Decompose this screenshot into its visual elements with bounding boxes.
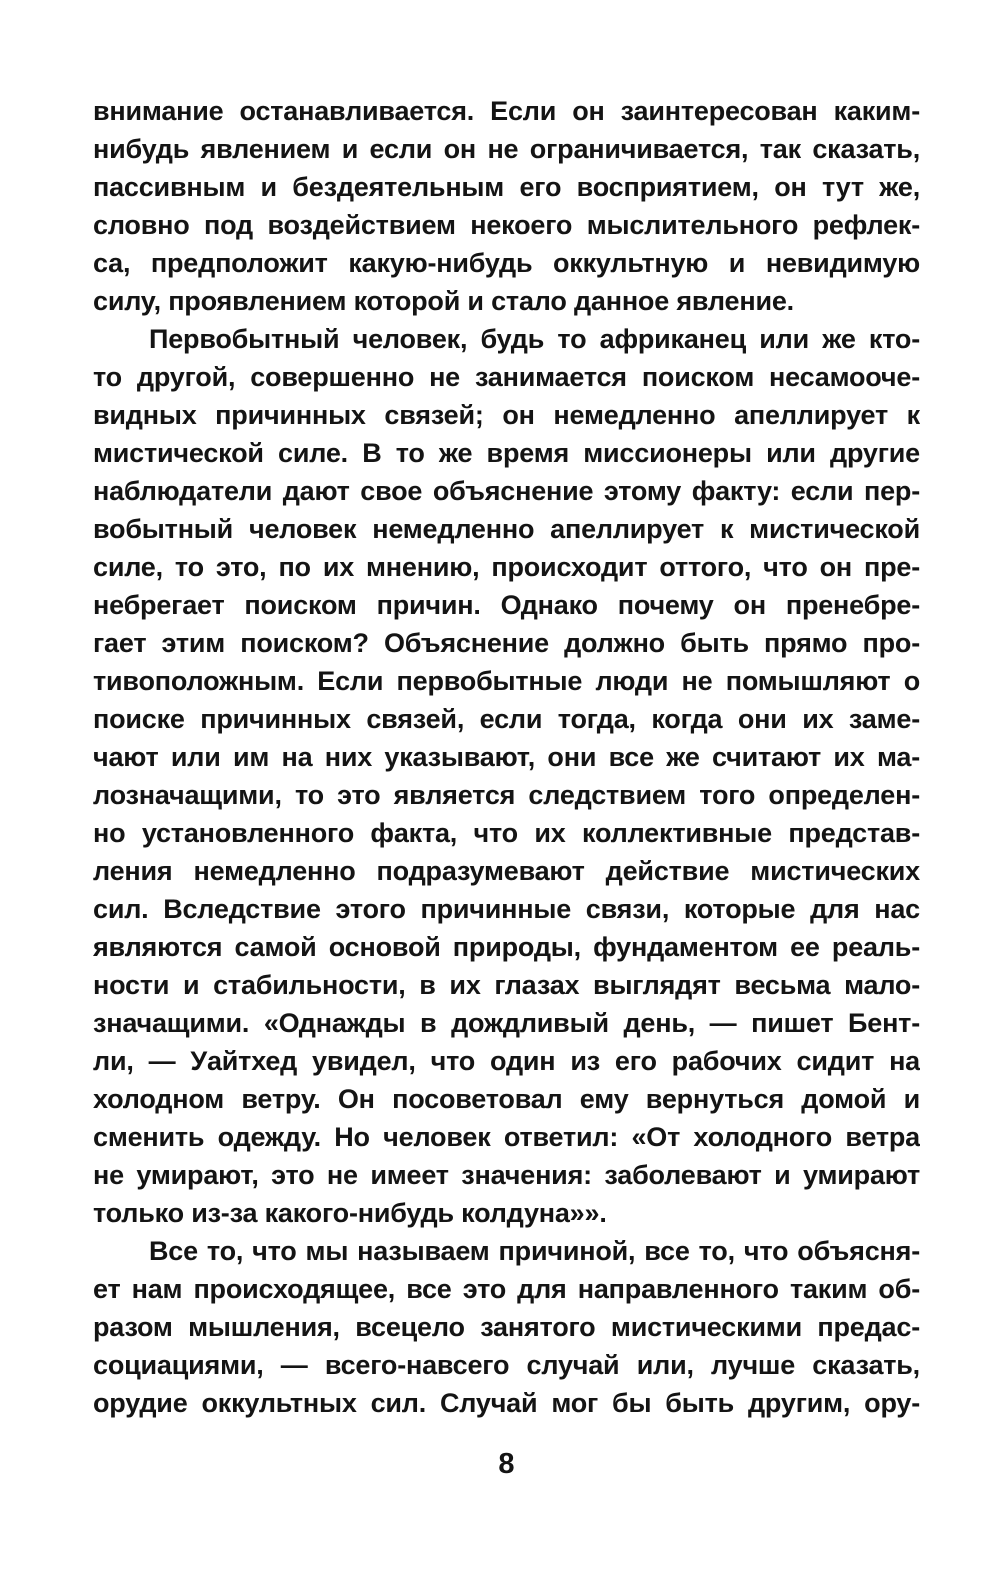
text-line: мистической силе. В то же время миссионеры или другие: [93, 438, 920, 468]
text-line: не умирают, это не имеет значения: заболевают и умирают: [93, 1160, 920, 1190]
text-line: то другой, совершенно не занимается поиском несамооче-: [93, 362, 920, 392]
text-line: са, предположит какую-нибудь оккультную и невидимую: [93, 248, 920, 278]
text-line: социациями, — всего-навсего случай или, лучше сказать,: [93, 1350, 920, 1380]
text-line: ли, — Уайтхед увидел, что один из его рабочих сидит на: [93, 1046, 920, 1076]
text-line: лозначащими, то это является следствием того определен-: [93, 780, 920, 810]
text-line: но установленного факта, что их коллективные представ-: [93, 818, 920, 848]
text-line: силе, то это, по их мнению, происходит оттого, что он пре-: [93, 552, 920, 582]
text-line: силу, проявлением которой и стало данное явление.: [93, 286, 794, 316]
text-line: значащими. «Однажды в дождливый день, — пишет Бент-: [93, 1008, 920, 1038]
text-line: гает этим поиском? Объяснение должно быть прямо про-: [93, 628, 920, 658]
page-text: [93, 92, 920, 1422]
text-line: являются самой основой природы, фундаментом ее реаль-: [93, 932, 920, 962]
text-line: небрегает поиском причин. Однако почему он пренебре-: [93, 590, 920, 620]
text-line: сил. Вследствие этого причинные связи, которые для нас: [93, 894, 920, 924]
text-line: орудие оккультных сил. Случай мог бы быть другим, ору-: [93, 1388, 920, 1418]
text-line: Первобытный человек, будь то африканец или же кто-: [149, 324, 920, 354]
text-line: видных причинных связей; он немедленно апеллирует к: [93, 400, 920, 430]
text-line: разом мышления, всецело занятого мистическими предас-: [93, 1312, 920, 1342]
text-line: только из-за какого-нибудь колдуна»».: [93, 1198, 607, 1228]
text-line: тивоположным. Если первобытные люди не помышляют о: [93, 666, 920, 696]
text-line: сменить одежду. Но человек ответил: «От холодного ветра: [93, 1122, 920, 1152]
text-line: Все то, что мы называем причиной, все то, что объясня-: [149, 1236, 920, 1266]
text-line: ет нам происходящее, все это для направленного таким об-: [93, 1274, 920, 1304]
text-line: чают или им на них указывают, они все же считают их ма-: [93, 742, 920, 772]
page-number: 8: [498, 1448, 515, 1480]
text-line: пассивным и бездеятельным его восприятием, он тут же,: [93, 172, 920, 202]
text-line: внимание останавливается. Если он заинтересован каким-: [93, 96, 920, 126]
text-line: вобытный человек немедленно апеллирует к мистической: [93, 514, 920, 544]
text-line: наблюдатели дают свое объяснение этому факту: если пер-: [93, 476, 920, 506]
text-line: ления немедленно подразумевают действие мистических: [93, 856, 920, 886]
text-line: поиске причинных связей, если тогда, когда они их заме-: [93, 704, 920, 734]
text-line: нибудь явлением и если он не ограничивается, так сказать,: [93, 134, 920, 164]
text-line: ности и стабильности, в их глазах выглядят весьма мало-: [93, 970, 920, 1000]
text-line: холодном ветру. Он посоветовал ему вернуться домой и: [93, 1084, 920, 1114]
text-line: словно под воздействием некоего мыслительного рефлек-: [93, 210, 920, 240]
